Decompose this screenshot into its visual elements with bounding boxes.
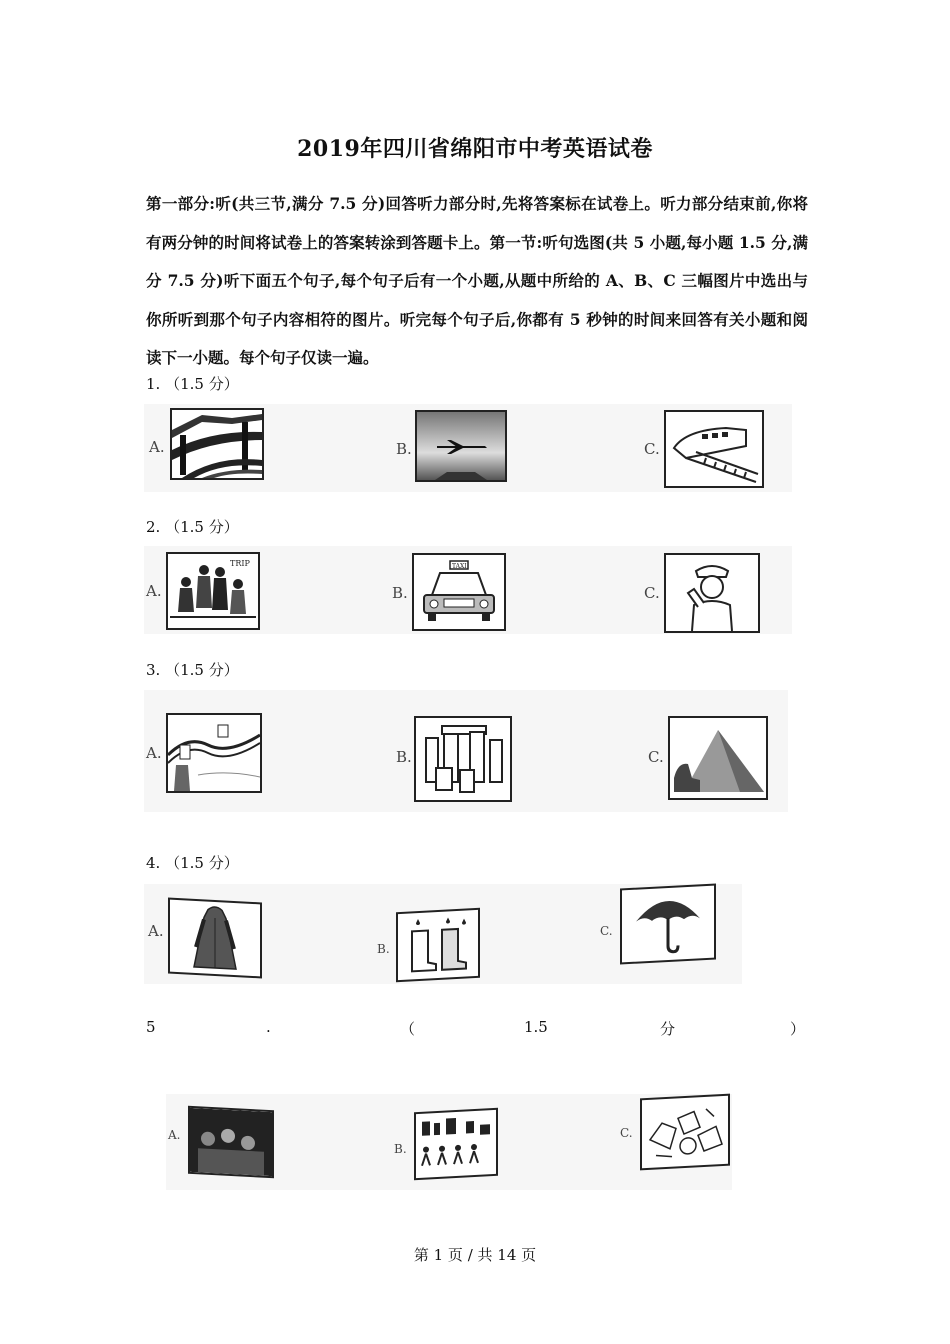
- q2-option-b-image[interactable]: [412, 553, 506, 631]
- q4-option-c-label: C.: [600, 924, 613, 938]
- q1-option-a-image[interactable]: [170, 408, 264, 480]
- q3-option-b-image[interactable]: [414, 716, 512, 802]
- q3-option-c-image[interactable]: [668, 716, 768, 800]
- rain-boots-icon: [398, 910, 478, 980]
- q4-option-c-image[interactable]: [620, 883, 716, 964]
- taxi-icon: [414, 555, 504, 629]
- police-officer-icon: [666, 555, 758, 631]
- q1-option-b-label: B.: [396, 440, 412, 458]
- q2-option-c-image[interactable]: [664, 553, 760, 633]
- svg-text:TRIP: TRIP: [230, 559, 250, 568]
- q4-option-a-image[interactable]: [168, 898, 262, 979]
- q4-option-b-image[interactable]: [396, 908, 480, 982]
- umbrella-icon: [622, 886, 714, 963]
- q1-option-c-image[interactable]: [664, 410, 764, 488]
- train-icon: [666, 412, 762, 486]
- question-5-open-paren: （: [400, 1020, 416, 1038]
- question-4-label: 4. （1.5 分）: [146, 854, 239, 872]
- q5-option-b-image[interactable]: [414, 1108, 498, 1180]
- q2-option-b-label: B.: [392, 584, 408, 602]
- svg-text:TAXI: TAXI: [452, 563, 467, 570]
- question-3-label: 3. （1.5 分）: [146, 661, 239, 679]
- cinema-audience-icon: [190, 1108, 272, 1176]
- sports-pictograms-icon: [416, 1110, 496, 1178]
- q3-option-b-label: B.: [396, 748, 412, 766]
- overpass-road-icon: [172, 410, 262, 478]
- section-instructions: 第一部分:听(共三节,满分 7.5 分)回答听力部分时,先将答案标在试卷上。听力部分结束前,你将有两分钟的时间将试卷上的答案转涂到答题卡上。第一节:听句选图(共 5 小题,每小题 1.5 分,满分 7.5 分)听下面五个句子,每个句子后有一个小题,从题中所给的 A、B、C 三幅图片中选出与你所听到那个句子内容相符的图片。听完每个句子后,你都有 5 秒钟的时间来回答有关小题和阅读下一小题。每个句子仅读一遍。: [146, 194, 808, 367]
- question-5-dot: .: [266, 1018, 271, 1036]
- question-5-score: 1.5: [524, 1018, 548, 1036]
- question-2-label: 2. （1.5 分）: [146, 518, 239, 536]
- q3-option-a-image[interactable]: [166, 713, 262, 793]
- airplane-icon: [417, 412, 505, 480]
- q5-option-c-image[interactable]: [640, 1094, 730, 1171]
- q1-option-b-image[interactable]: [415, 410, 507, 482]
- q5-option-b-label: B.: [394, 1142, 407, 1156]
- q3-option-c-label: C.: [648, 748, 664, 766]
- q5-option-c-label: C.: [620, 1126, 633, 1140]
- question-5-number: 5: [146, 1018, 156, 1036]
- question-5-close-paren: ）: [790, 1020, 806, 1038]
- q1-option-a-label: A.: [149, 438, 165, 456]
- q4-option-b-label: B.: [377, 942, 390, 956]
- q4-option-a-label: A.: [148, 922, 164, 940]
- great-wall-icon: [168, 715, 260, 791]
- q2-option-a-label: A.: [146, 582, 162, 600]
- q1-option-c-label: C.: [644, 440, 660, 458]
- question-1-label: 1. （1.5 分）: [146, 375, 239, 393]
- messy-room-icon: [642, 1096, 728, 1169]
- q2-option-a-image[interactable]: [166, 552, 260, 630]
- tourists-icon: [168, 554, 258, 628]
- question-5-unit: 分: [660, 1020, 676, 1038]
- page-title: 2019年四川省绵阳市中考英语试卷: [297, 136, 653, 162]
- pyramid-sphinx-icon: [670, 718, 766, 798]
- q2-option-c-label: C.: [644, 584, 660, 602]
- page-footer: 第 1 页 / 共 14 页: [413, 1246, 537, 1264]
- stone-circle-icon: [416, 718, 510, 800]
- q5-option-a-label: A.: [168, 1128, 181, 1142]
- q3-option-a-label: A.: [146, 744, 162, 762]
- q5-option-a-image[interactable]: [188, 1106, 274, 1179]
- raincoat-icon: [170, 900, 260, 977]
